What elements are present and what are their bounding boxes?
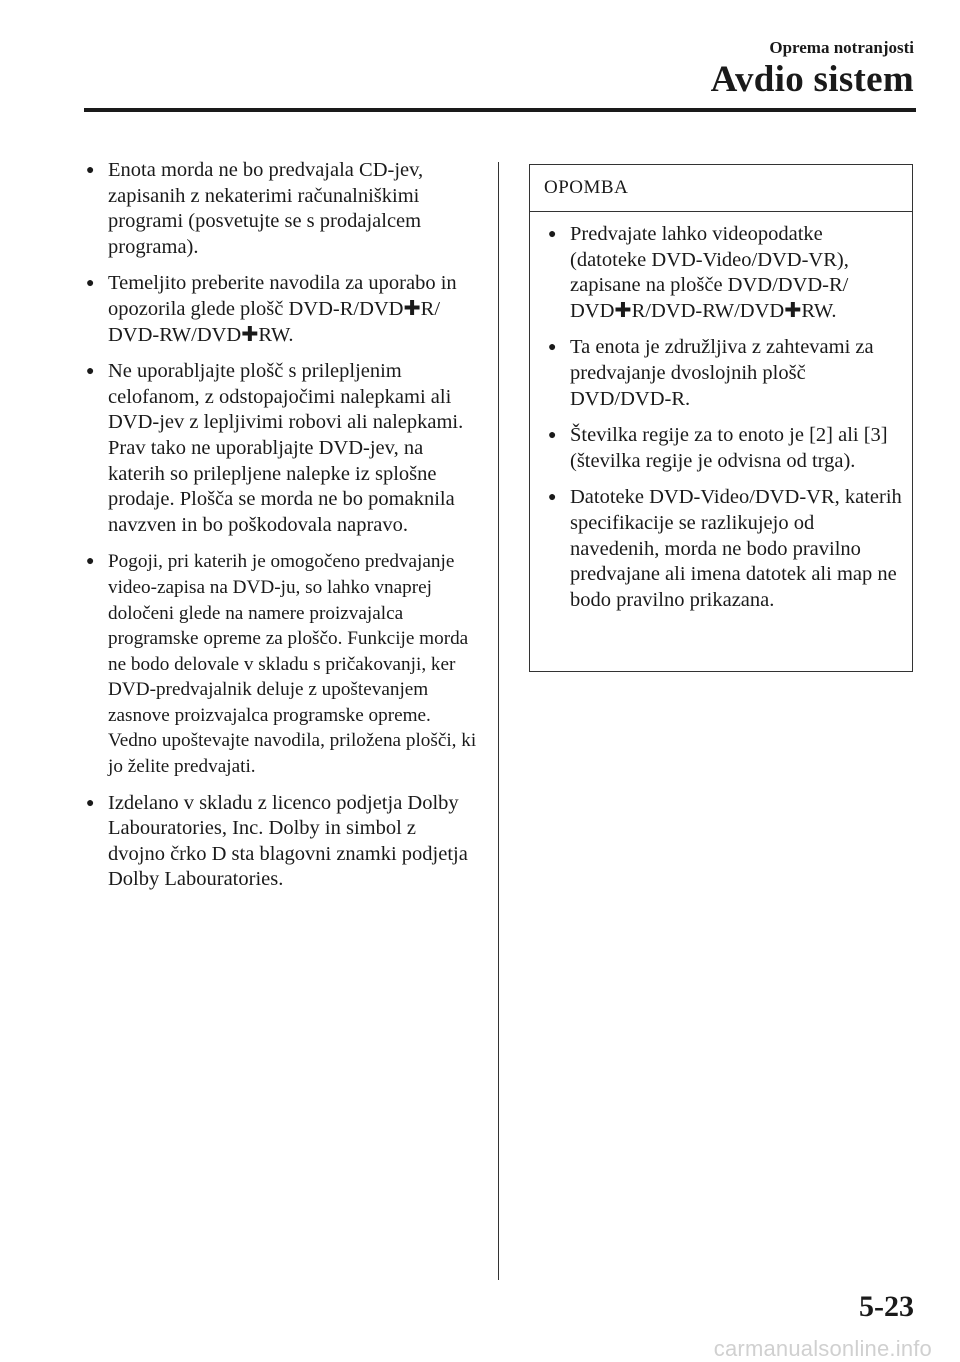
list-item-text: Ne uporabljajte plošč s prilepljenim celofanom, z odstopajočimi nalepkami ali DVD-jev z lepljivimi robovi ali nalepkami. Prav tako ne uporabljajte DVD-jev, na katerih so prilepljene nalepke iz splošne prodaje. Plošča se morda ne bo pomaknila navzven in bo poškodovala napravo. [108, 360, 464, 536]
list-item-text: Ta enota je združljiva z zahtevami za predvajanje dvoslojnih plošč DVD/DVD-R. [570, 336, 874, 410]
bullet-icon: ● [86, 364, 95, 380]
section-name: Oprema notranjosti [769, 38, 914, 57]
list-item-text: Pogoji, pri katerih je omogočeno predvajanje video-zapisa na DVD-ju, so lahko vnaprej določeni glede na namere proizvajalca programske opreme za ploščo. Funkcije morda ne bodo delovale v skladu s pričakovanji, ker DVD-predvajalnik deluje z upoštevanjem zasnove proizvajalca programske opreme. Vedno upoštevajte navodila, priložena plošči, ki jo želite predvajati. [108, 551, 477, 778]
note-box [529, 164, 913, 672]
list-item [86, 359, 478, 538]
list-item [548, 335, 902, 412]
bullet-icon: ● [86, 163, 95, 178]
bullet-icon: ● [86, 554, 95, 570]
page-title: Avdio sistem [710, 59, 914, 100]
column-divider [498, 162, 499, 1280]
bullet-icon: ● [548, 340, 557, 356]
list-item [86, 271, 478, 348]
header-rule [84, 108, 916, 112]
note-list [530, 212, 912, 613]
list-item [86, 791, 478, 893]
bullet-icon: ● [548, 227, 557, 242]
list-item-text: Številka regije za to enoto je [2] ali [3] (številka regije je odvisna od trga). [570, 424, 888, 472]
bullet-icon: ● [86, 795, 95, 811]
bullet-icon: ● [548, 428, 557, 444]
left-column [86, 158, 478, 904]
list-item [86, 158, 478, 260]
note-heading: OPOMBA [530, 165, 912, 212]
list-item-text: Temeljito preberite navodila za uporabo in opozorila glede plošč DVD-R/DVD✚R/ DVD-RW/DVD✚RW. [108, 272, 457, 346]
list-item-text: Izdelano v skladu z licenco podjetja Dolby Labouratories, Inc. Dolby in simbol z dvojno črko D sta blagovni znamki podjetja Dolby Labouratories. [108, 791, 468, 891]
list-item-text: Datoteke DVD-Video/DVD-VR, katerih specifikacije se razlikujejo od navedenih, morda ne bodo pravilno predvajane ali imena datotek ali map ne bodo pravilno prikazana. [570, 486, 902, 611]
list-item [548, 222, 902, 324]
watermark: carmanualsonline.info [713, 1336, 932, 1361]
list-item [86, 549, 478, 779]
list-item-text: Enota morda ne bo predvajala CD-jev, zapisanih z nekaterimi računalniškimi programi (posvetujte se s prodajalcem programa). [108, 159, 424, 258]
list-item-text: Predvajate lahko videopodatke (datoteke DVD-Video/DVD-VR), zapisane na plošče DVD/DVD-R/ DVD✚R/DVD-RW/DVD✚RW. [570, 223, 849, 322]
bullet-icon: ● [548, 490, 557, 506]
bullet-icon: ● [86, 276, 95, 292]
list-item [548, 423, 902, 474]
list-item [548, 485, 902, 613]
page-number: 5-23 [859, 1290, 914, 1323]
